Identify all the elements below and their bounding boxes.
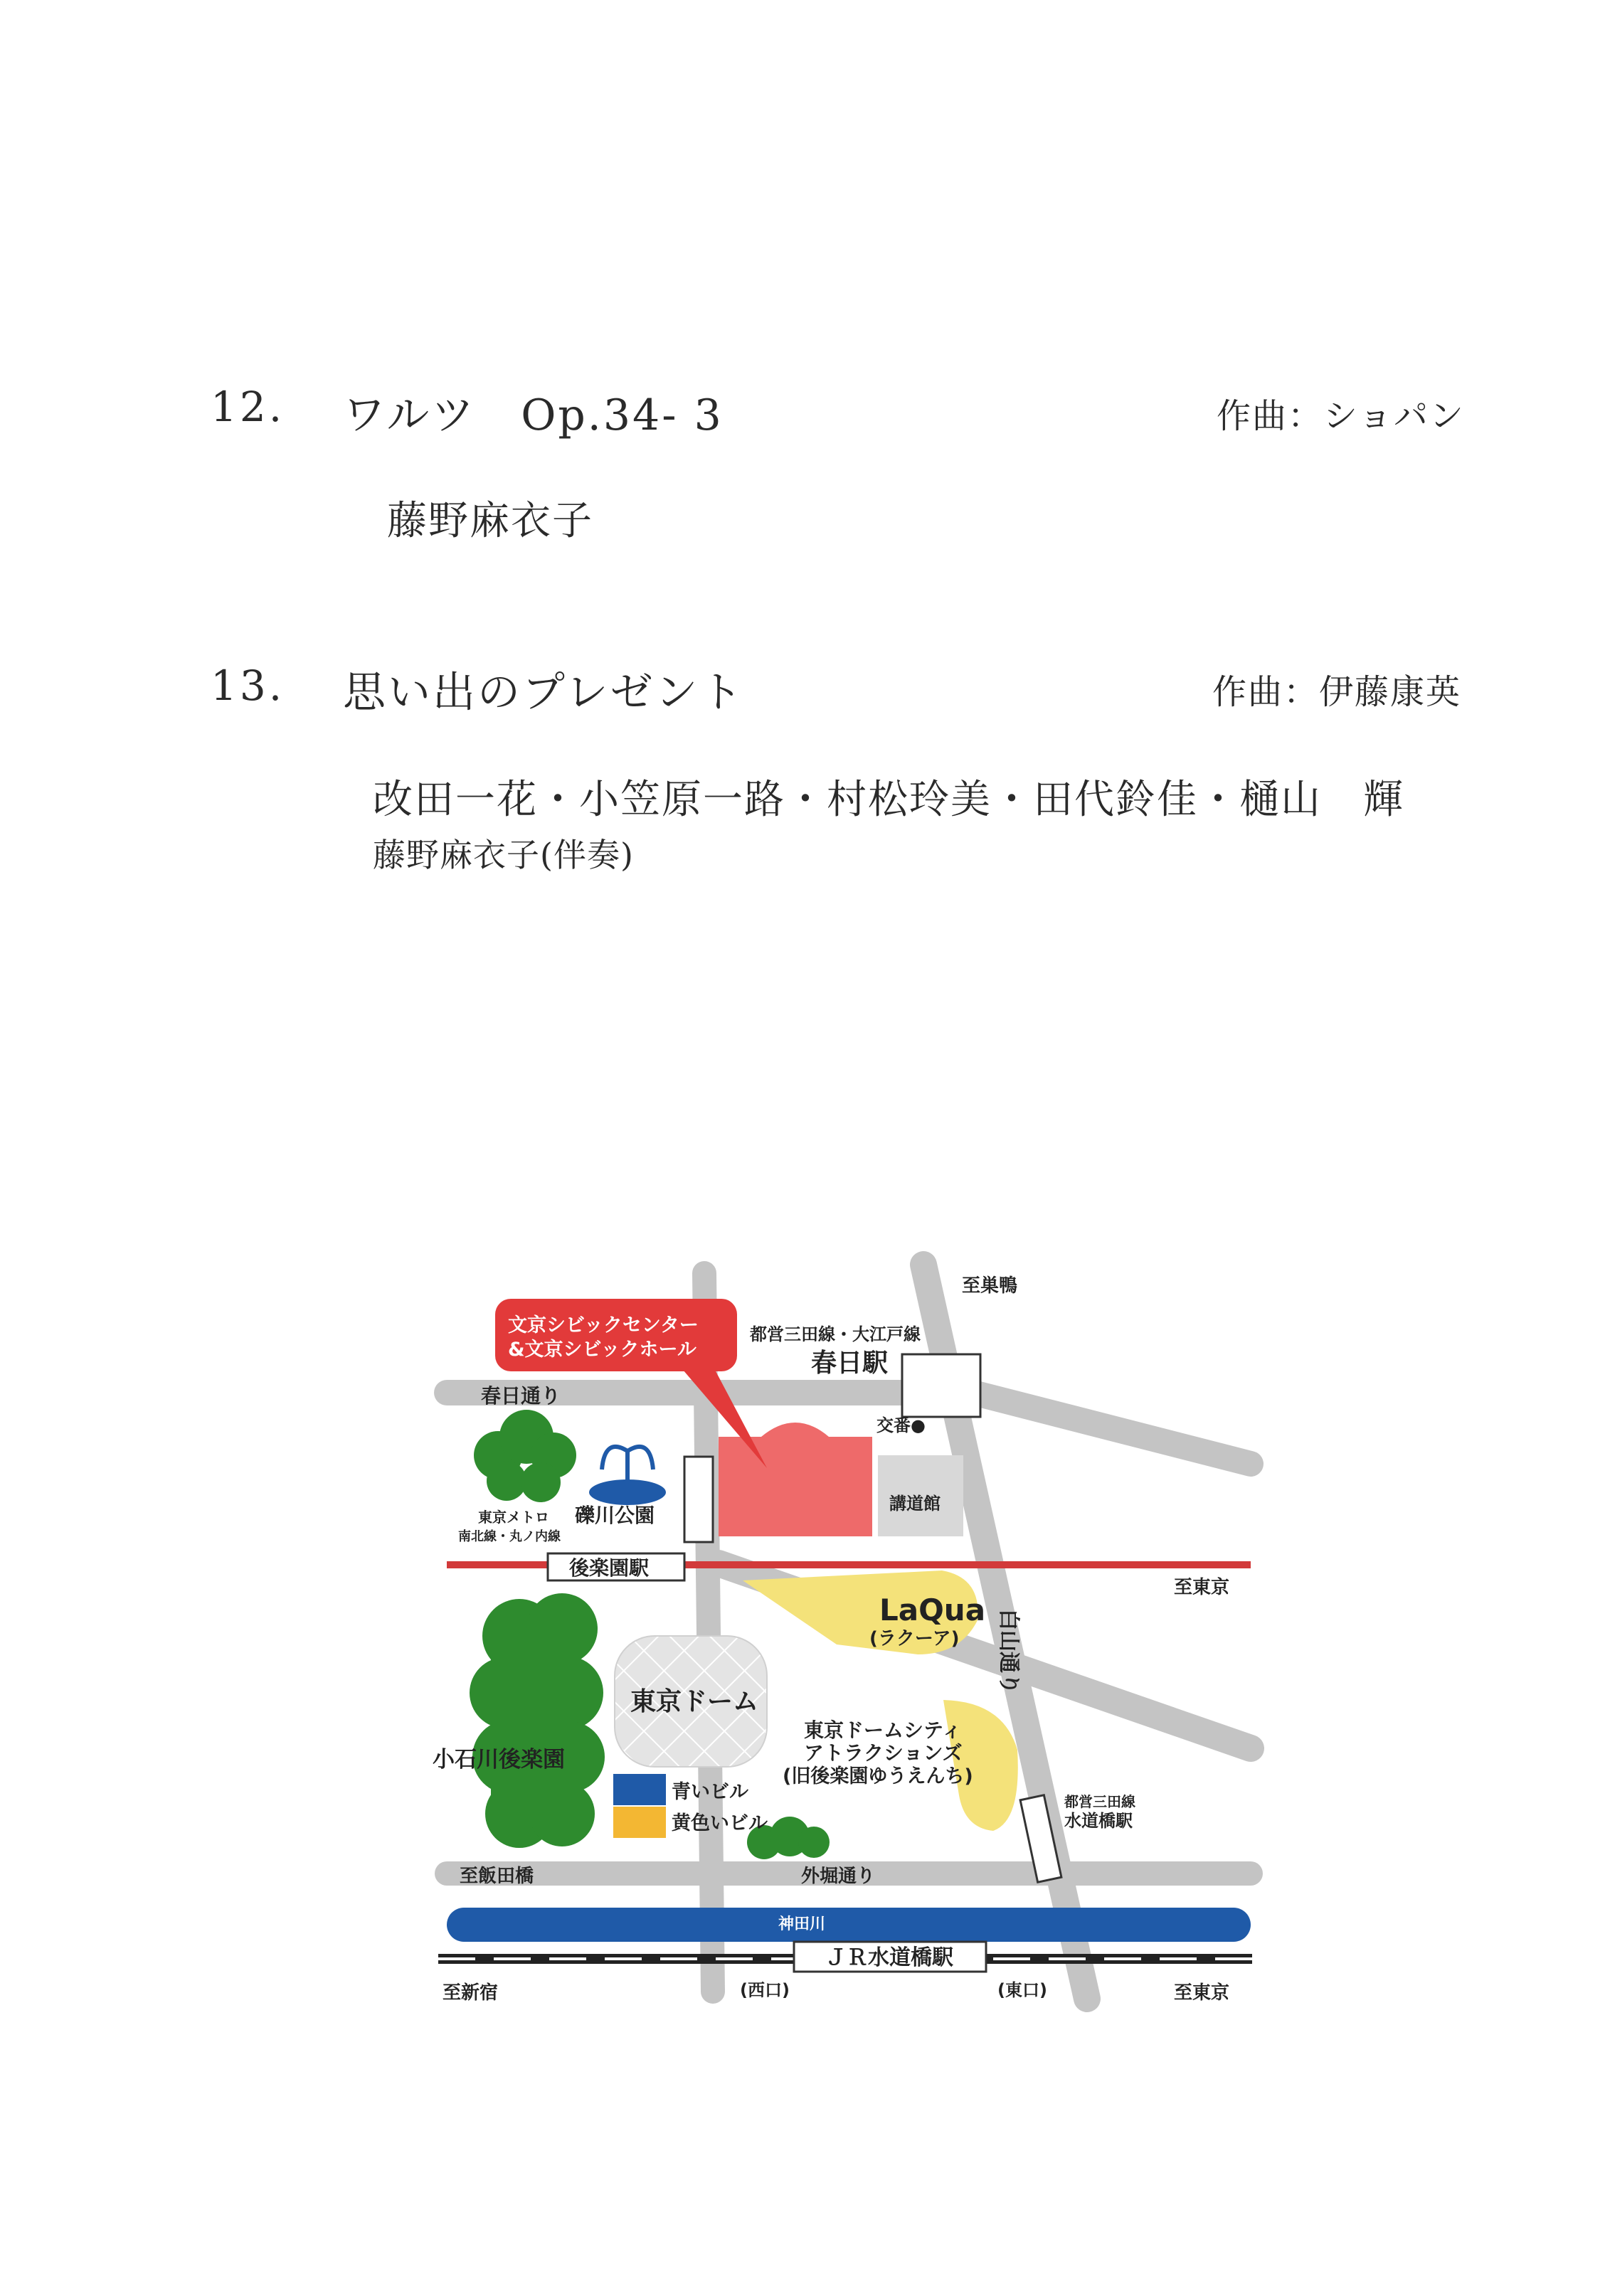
koishikawa-garden-trees <box>470 1593 605 1848</box>
label-park: 礫川公園 <box>575 1504 655 1527</box>
item-13-title: 思い出のプレゼント <box>343 668 745 718</box>
kasuga-crossing <box>902 1354 980 1417</box>
label-to-shinjuku: 至新宿 <box>443 1982 499 2004</box>
label-subway-line: 都営三田線・大江戸線 <box>750 1324 921 1344</box>
label-yellow-building: 黄色いビル <box>672 1812 768 1834</box>
item-12-title: ワルツ Op.34- 3 <box>343 390 724 440</box>
label-blue-building: 青いビル <box>672 1781 748 1803</box>
callout-line1: 文京シビックセンター <box>508 1314 699 1336</box>
label-kodokan: 講道館 <box>889 1494 941 1514</box>
label-west-exit: (西口) <box>740 1980 790 2000</box>
label-hakusan-dori: 白山通り <box>996 1609 1021 1694</box>
blue-building <box>613 1774 666 1805</box>
label-jr-station: ＪＲ水道橋駅 <box>825 1945 953 1970</box>
label-kasuga-dori: 春日通り <box>481 1384 561 1408</box>
label-to-iidabashi: 至飯田橋 <box>460 1866 534 1887</box>
label-kanda-river: 神田川 <box>778 1915 826 1933</box>
kanda-river <box>447 1908 1251 1942</box>
label-to-tokyo-east: 至東京 <box>1174 1577 1230 1598</box>
item-13-accompanist: 藤野麻衣子(伴奏) <box>373 836 634 874</box>
label-to-tokyo-bottom: 至東京 <box>1174 1982 1230 2004</box>
label-metro-line1: 東京メトロ <box>478 1509 549 1526</box>
label-attractions2: アトラクションズ <box>804 1741 963 1765</box>
item-12-number: 12. <box>211 383 285 431</box>
label-metro-line2: 南北線・丸ノ内線 <box>458 1529 561 1544</box>
label-koishikawa: 小石川後楽園 <box>433 1747 565 1773</box>
label-suidobashi1: 都営三田線 <box>1064 1793 1135 1810</box>
label-attractions1: 東京ドームシティ <box>804 1718 962 1742</box>
label-laqua: LaQua <box>879 1593 986 1627</box>
label-laqua-kana: (ラクーア) <box>869 1628 960 1649</box>
label-attractions3: (旧後楽園ゆうえんち) <box>783 1765 973 1787</box>
label-suidobashi2: 水道橋駅 <box>1064 1811 1133 1831</box>
label-to-sugamo: 至巣鴨 <box>962 1275 1018 1297</box>
label-korakuen-station: 後楽園駅 <box>569 1556 650 1580</box>
item-13-composer: 作曲：伊藤康英 <box>1212 672 1462 712</box>
label-tokyo-dome: 東京ドーム <box>630 1687 759 1716</box>
tree-icon <box>474 1410 576 1502</box>
item-13-number: 13. <box>211 661 285 710</box>
label-east-exit: (東口) <box>997 1980 1047 2000</box>
item-13-performers: 改田一花・小笠原一路・村松玲美・田代鈴佳・樋山 輝 <box>373 777 1404 823</box>
label-koban: 交番● <box>876 1415 926 1435</box>
kasuga-dori-east-road <box>973 1393 1251 1464</box>
fountain-icon <box>589 1447 666 1505</box>
item-12-performers: 藤野麻衣子 <box>387 498 593 544</box>
item-12-composer: 作曲：ショパン <box>1217 396 1466 436</box>
civic-center-building <box>719 1423 872 1536</box>
korakuen-connector <box>684 1457 713 1542</box>
label-sotobori: 外堀通り <box>801 1866 876 1887</box>
label-kasuga-station: 春日駅 <box>811 1349 889 1378</box>
yellow-building <box>613 1807 666 1838</box>
callout-line2: &文京シビックホール <box>508 1339 696 1361</box>
